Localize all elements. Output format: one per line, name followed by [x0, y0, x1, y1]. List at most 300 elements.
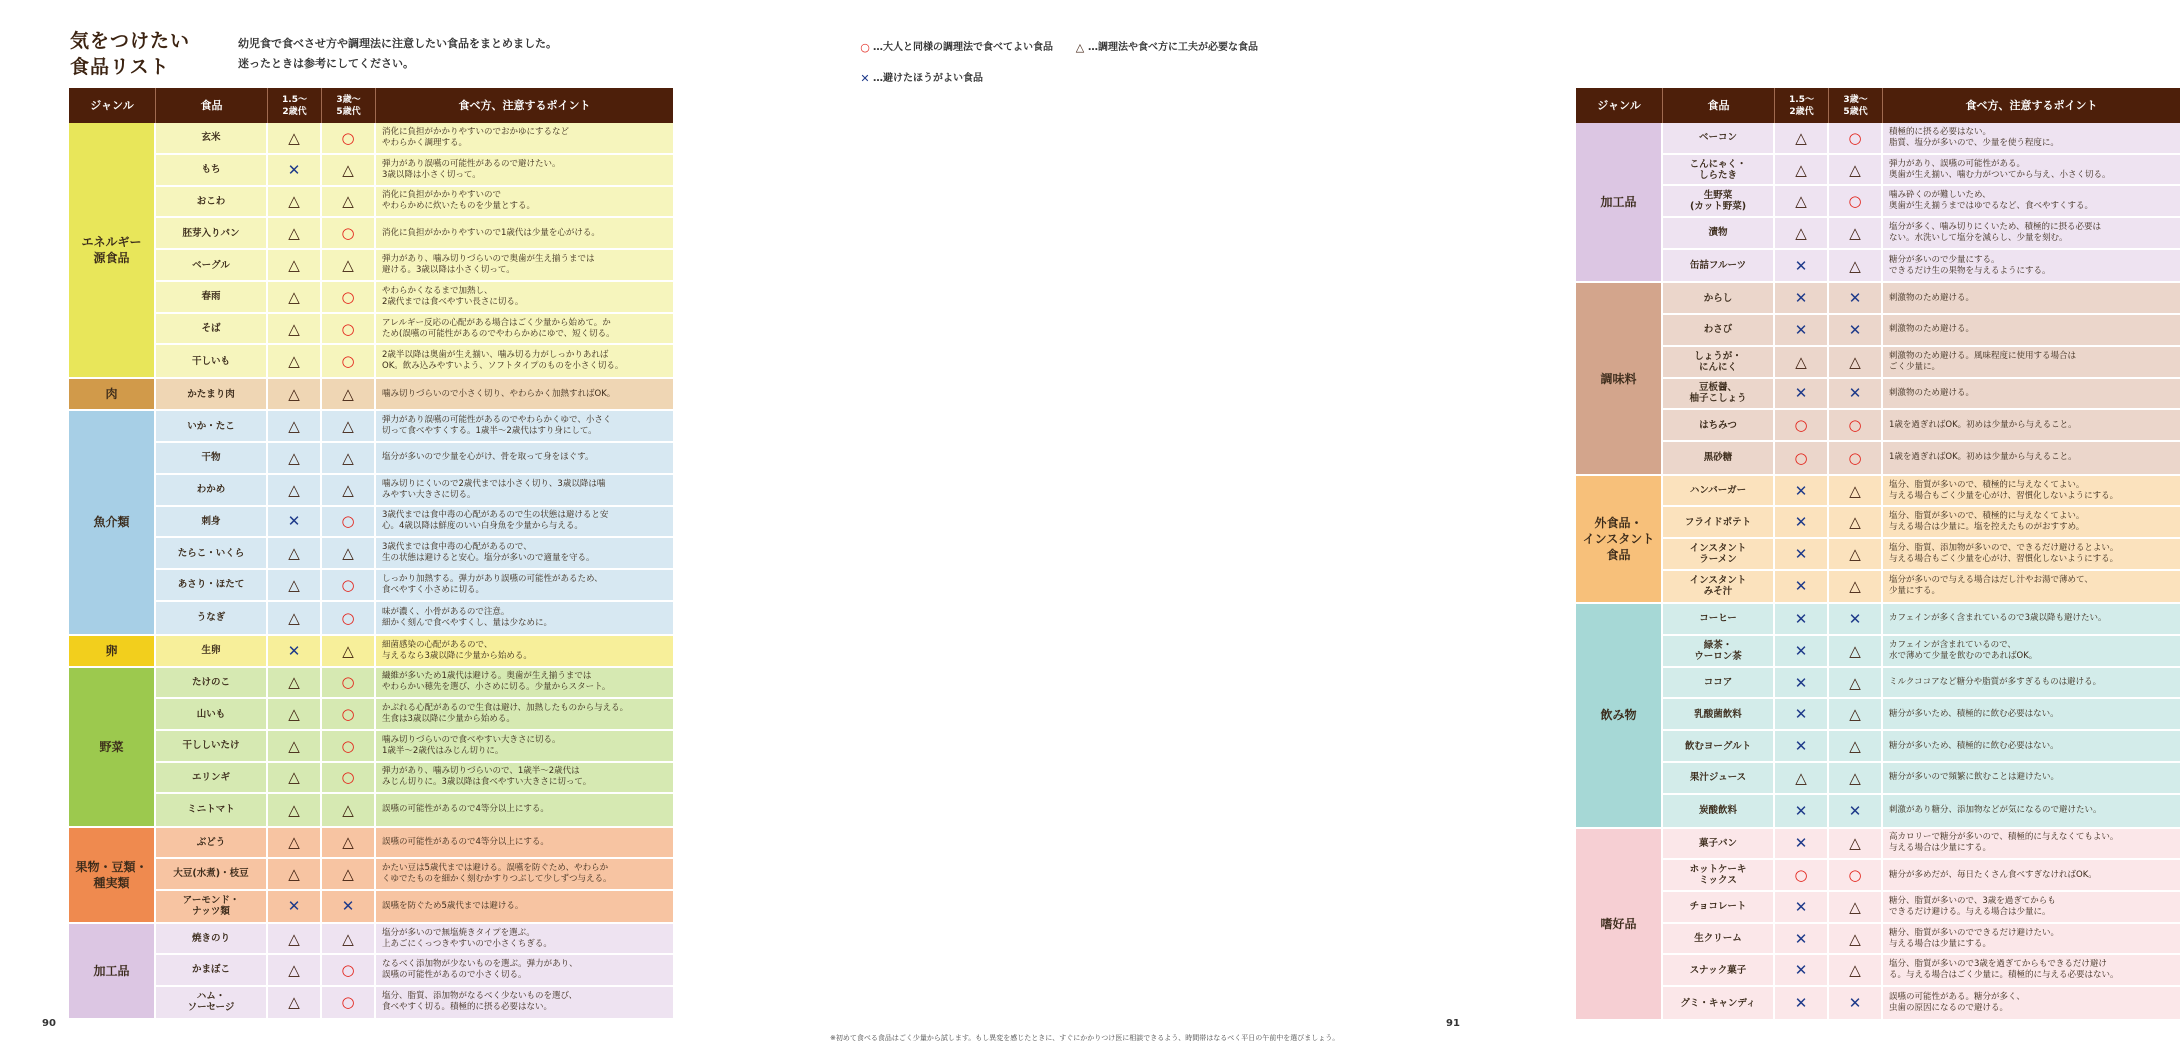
genre-rows — [1663, 283, 2180, 473]
footnote: ※初めて食べる食品はごく少量から試します。もし異変を感じたときに、すぐにかかりつけ医に相談できるよう、時間帯はなるべく平日の午前中を選びましょう。 — [830, 1034, 1340, 1042]
food-name: 漬物 — [1663, 218, 1775, 248]
note-text: 塩分が多いので与える場合はだし汁やお湯で薄めて、 少量にする。 — [1889, 575, 2093, 597]
genre-group — [69, 379, 673, 411]
table-row — [1663, 476, 2180, 508]
food-name: はちみつ — [1663, 410, 1775, 440]
cross-icon: ✕ — [1775, 604, 1829, 634]
page-subtitle: 幼児食で食べさせ方や調理法に注意したい食品をまとめました。 迷ったときは参考にしてください。 — [238, 37, 557, 70]
triangle-icon: △ — [322, 187, 376, 217]
food-name: 干しいも — [156, 345, 268, 377]
genre-label: 卵 — [69, 636, 156, 666]
header-age2: 3歳〜 5歳代 — [1829, 88, 1883, 123]
genre-group — [1576, 476, 2180, 604]
food-name: 菓子パン — [1663, 829, 1775, 859]
triangle-icon: △ — [268, 187, 322, 217]
triangle-icon: △ — [322, 250, 376, 280]
table-row — [156, 602, 673, 634]
table-row — [1663, 604, 2180, 636]
food-name: ココア — [1663, 668, 1775, 698]
genre-rows — [156, 924, 673, 1018]
genre-rows — [156, 379, 673, 409]
food-name: 生野菜 (カット野菜) — [1663, 186, 1775, 216]
triangle-icon: △ — [1775, 123, 1829, 153]
table-row — [1663, 636, 2180, 668]
note-text: 誤嚥の可能性があるので4等分以上にする。 — [382, 804, 549, 815]
header-food: 食品 — [156, 88, 268, 123]
header-age2: 3歳〜 5歳代 — [322, 88, 376, 123]
triangle-icon: △ — [1829, 924, 1883, 954]
circle-icon: ○ — [322, 699, 376, 729]
triangle-icon: △ — [268, 379, 322, 409]
note-text: かたい豆は5歳代までは避ける。誤嚥を防ぐため、やわらか くゆでたものを細かく刻むかすりつぶして少しずつ与える。 — [382, 862, 612, 884]
table-row — [1663, 924, 2180, 956]
table-row — [1663, 410, 2180, 442]
food-name: こんにゃく・ しらたき — [1663, 155, 1775, 185]
triangle-icon: △ — [322, 828, 376, 857]
circle-icon: ○ — [322, 123, 376, 153]
food-name: アーモンド・ ナッツ類 — [156, 891, 268, 922]
triangle-icon: △ — [268, 955, 322, 984]
table-row — [156, 924, 673, 955]
table-row — [156, 955, 673, 986]
note-text: 糖分、脂質が多いので、3歳を過ぎてからも できるだけ避ける。与える場合は少量に。 — [1889, 895, 2056, 917]
table-row — [1663, 507, 2180, 539]
food-name: 春雨 — [156, 282, 268, 312]
table-row — [156, 411, 673, 443]
legend-circle: ○ …大人と同様の調理法で食べてよい食品 — [858, 34, 1053, 62]
triangle-icon: △ — [322, 924, 376, 953]
triangle-icon: △ — [268, 731, 322, 761]
food-name: ベーグル — [156, 250, 268, 280]
triangle-icon: △ — [1829, 347, 1883, 377]
genre-rows — [156, 828, 673, 922]
note-text: 味が濃く、小骨があるので注意。 細かく刻んで食べやすくし、量は少なめに。 — [382, 606, 553, 628]
circle-icon: ○ — [322, 218, 376, 248]
table-row — [156, 507, 673, 539]
triangle-icon: △ — [268, 123, 322, 153]
note-text: 糖分、脂質が多いのでできるだけ避けたい。 与える場合は少量にする。 — [1889, 927, 2060, 949]
circle-icon: ○ — [1829, 410, 1883, 440]
food-name: フライドポテト — [1663, 507, 1775, 537]
table-row — [1663, 829, 2180, 861]
table-row — [1663, 186, 2180, 218]
table-row — [1663, 283, 2180, 315]
food-name: 大豆(水煮)・枝豆 — [156, 859, 268, 888]
cross-icon: ✕ — [268, 155, 322, 185]
food-name: 山いも — [156, 699, 268, 729]
cross-icon: ✕ — [268, 891, 322, 922]
circle-icon: ○ — [1775, 410, 1829, 440]
triangle-icon: △ — [268, 411, 322, 441]
note-text: 刺激物のため避ける。 — [1889, 324, 1975, 335]
genre-rows — [1663, 604, 2180, 827]
food-table-left — [69, 88, 673, 1020]
triangle-icon: △ — [322, 379, 376, 409]
triangle-icon: △ — [322, 859, 376, 888]
note-text: 塩分が多く、噛み切りにくいため、積極的に摂る必要は ない。水洗いして塩分を減らし、少量を刻む。 — [1889, 221, 2101, 243]
triangle-icon: △ — [1829, 636, 1883, 666]
table-row — [156, 668, 673, 700]
table-row — [1663, 218, 2180, 250]
food-table-right — [1576, 88, 2180, 1021]
food-name: たらこ・いくら — [156, 538, 268, 568]
cross-icon: ✕ — [1829, 795, 1883, 827]
table-row — [156, 763, 673, 795]
note-text: 塩分、脂質が多いので3歳を過ぎてからもできるだけ避け る。与える場合はごく少量に。積極的に与える必要はない。 — [1889, 959, 2119, 981]
genre-group — [69, 411, 673, 635]
table-row — [156, 314, 673, 346]
symbol-legend — [858, 34, 1258, 94]
triangle-icon: △ — [1829, 892, 1883, 922]
triangle-icon: △ — [268, 763, 322, 793]
triangle-icon: △ — [1829, 763, 1883, 793]
note-text: 刺激物のため避ける。 — [1889, 292, 1975, 303]
table-row — [1663, 795, 2180, 827]
genre-label: 加工品 — [69, 924, 156, 1018]
food-name: スナック菓子 — [1663, 955, 1775, 985]
note-text: ミルクココアなど糖分や脂質が多すぎるものは避ける。 — [1889, 677, 2102, 687]
note-text: 噛み切りづらいので小さく切り、やわらかく加熱すればOK。 — [382, 388, 616, 399]
note-text: 糖分が多いため、積極的に飲む必要はない。 — [1889, 708, 2059, 719]
cross-icon: ✕ — [322, 891, 376, 922]
genre-label: 果物・豆類・ 種実類 — [69, 828, 156, 922]
cross-icon: ✕ — [1829, 315, 1883, 345]
note-text: 2歳半以降は奥歯が生え揃い、噛み切る力がしっかりあれば OK。飲み込みやすいよう、ソフトタイプのものを小さく切る。 — [382, 350, 624, 372]
table-body — [1576, 123, 2180, 1021]
triangle-icon: △ — [1829, 668, 1883, 698]
genre-rows — [156, 636, 673, 666]
circle-icon: ○ — [322, 668, 376, 698]
triangle-icon: △ — [1075, 41, 1085, 54]
cross-icon: ✕ — [1775, 892, 1829, 922]
table-row — [1663, 731, 2180, 763]
note-text: 誤嚥の可能性があるので4等分以上にする。 — [382, 836, 549, 847]
cross-icon: ✕ — [1829, 604, 1883, 634]
triangle-icon: △ — [1829, 699, 1883, 729]
cross-icon: ✕ — [1775, 539, 1829, 569]
genre-rows — [156, 668, 673, 826]
table-row — [156, 794, 673, 826]
table-row — [1663, 763, 2180, 795]
food-name: いか・たこ — [156, 411, 268, 441]
note-text: 糖分が多めだが、毎日たくさん食べすぎなければOK。 — [1889, 869, 2097, 880]
triangle-icon: △ — [268, 699, 322, 729]
triangle-icon: △ — [268, 668, 322, 698]
food-name: 緑茶・ ウーロン茶 — [1663, 636, 1775, 666]
food-name: ハム・ ソーセージ — [156, 987, 268, 1018]
genre-group — [69, 668, 673, 828]
circle-icon: ○ — [1775, 442, 1829, 474]
triangle-icon: △ — [1829, 829, 1883, 859]
triangle-icon: △ — [268, 924, 322, 953]
table-row — [156, 859, 673, 890]
genre-label: 外食品・ インスタント 食品 — [1576, 476, 1663, 602]
cross-icon: ✕ — [1775, 571, 1829, 603]
note-text: 刺激物のため避ける。風味程度に使用する場合は ごく少量に。 — [1889, 350, 2077, 372]
note-text: 刺激があり糖分、添加物などが気になるので避けたい。 — [1889, 805, 2102, 816]
note-text: 弾力があり、噛み切りづらいので奥歯が生え揃うまでは 避ける。3歳以降は小さく切って。 — [382, 254, 595, 276]
note-text: 1歳を過ぎればOK。初めは少量から与えること。 — [1889, 452, 2077, 463]
table-row — [156, 570, 673, 602]
table-row — [1663, 442, 2180, 474]
note-text: カフェインが多く含まれているので3歳以降も避けたい。 — [1889, 613, 2107, 624]
food-name: しょうが・ にんにく — [1663, 347, 1775, 377]
food-name: 焼きのり — [156, 924, 268, 953]
food-name: うなぎ — [156, 602, 268, 634]
food-name: 胚芽入りパン — [156, 218, 268, 248]
table-row — [1663, 987, 2180, 1019]
table-row — [156, 282, 673, 314]
note-text: 弾力があり、誤嚥の可能性がある。 奥歯が生え揃い、噛む力がついてから与え、小さく切る。 — [1889, 158, 2111, 180]
note-text: 弾力があり誤嚥の可能性があるので避けたい。 3歳以降は小さく切って。 — [382, 158, 561, 180]
triangle-icon: △ — [268, 250, 322, 280]
triangle-icon: △ — [1775, 218, 1829, 248]
note-text: 誤嚥を防ぐため5歳代までは避ける。 — [382, 900, 524, 911]
triangle-icon: △ — [1829, 507, 1883, 537]
table-row — [156, 828, 673, 859]
food-name: もち — [156, 155, 268, 185]
genre-group — [69, 828, 673, 924]
note-text: 誤嚥の可能性がある。糖分が多く、 虫歯の原因になるので避ける。 — [1889, 992, 2025, 1014]
table-row — [156, 187, 673, 219]
food-name: 豆板醤、 柚子こしょう — [1663, 379, 1775, 409]
cross-icon: ✕ — [1829, 379, 1883, 409]
triangle-icon: △ — [268, 794, 322, 826]
food-name: ホットケーキ ミックス — [1663, 860, 1775, 890]
note-text: 3歳代までは食中毒の心配があるので生の状態は避けると安 心。4歳以降は鮮度のいい白身魚を少量から与える。 — [382, 510, 609, 532]
page-number: 91 — [1446, 1018, 1460, 1029]
triangle-icon: △ — [268, 987, 322, 1018]
note-text: かぶれる心配があるので生食は避け、加熱したものから与える。 生食は3歳以降に少量から始める。 — [382, 703, 629, 725]
note-text: 噛み砕くのが難しいため、 奥歯が生え揃うまではゆでるなど、食べやすくする。 — [1889, 190, 2094, 212]
food-name: かまぼこ — [156, 955, 268, 984]
food-name: グミ・キャンディ — [1663, 987, 1775, 1019]
table-row — [156, 538, 673, 570]
cross-icon: ✕ — [1775, 379, 1829, 409]
triangle-icon: △ — [268, 345, 322, 377]
cross-icon: ✕ — [1775, 476, 1829, 506]
table-row — [156, 475, 673, 507]
genre-group — [1576, 604, 2180, 829]
circle-icon: ○ — [860, 41, 870, 54]
circle-icon: ○ — [1829, 442, 1883, 474]
circle-icon: ○ — [322, 507, 376, 537]
triangle-icon: △ — [322, 411, 376, 441]
page-number: 90 — [42, 1018, 56, 1029]
table-row — [156, 987, 673, 1018]
cross-icon: ✕ — [1775, 250, 1829, 282]
cross-icon: ✕ — [1775, 668, 1829, 698]
note-text: 高カロリーで糖分が多いので、積極的に与えなくてもよい。 与える場合は少量にする。 — [1889, 832, 2119, 854]
circle-icon: ○ — [1829, 123, 1883, 153]
food-name: わかめ — [156, 475, 268, 505]
note-text: 塩分が多いので無塩焼きタイプを選ぶ。 上あごにくっつきやすいので小さくちぎる。 — [382, 927, 552, 949]
genre-label: 魚介類 — [69, 411, 156, 633]
food-name: 果汁ジュース — [1663, 763, 1775, 793]
table-row — [156, 891, 673, 922]
food-name: ハンバーガー — [1663, 476, 1775, 506]
table-header — [1576, 88, 2180, 123]
table-row — [156, 443, 673, 475]
genre-rows — [1663, 123, 2180, 281]
food-name: 干ししいたけ — [156, 731, 268, 761]
food-name: 缶詰フルーツ — [1663, 250, 1775, 282]
cross-icon: ✕ — [1775, 955, 1829, 985]
triangle-icon: △ — [268, 538, 322, 568]
header-point: 食べ方、注意するポイント — [458, 98, 591, 112]
right-page — [750, 0, 2119, 1061]
header-age1: 1.5〜 2歳代 — [1775, 88, 1829, 123]
cross-icon: ✕ — [268, 636, 322, 666]
note-text: 塩分、脂質が多いので、積極的に与えなくてよい。 与える場合は少量に。塩を控えたものがおすすめ。 — [1889, 511, 2085, 533]
triangle-icon: △ — [1775, 347, 1829, 377]
cross-icon: ✕ — [1775, 795, 1829, 827]
note-text: 塩分、脂質、添加物がなるべく少ないものを選び、 食べやすく切る。積極的に摂る必要はない。 — [382, 991, 578, 1013]
triangle-icon: △ — [1829, 955, 1883, 985]
triangle-icon: △ — [1829, 731, 1883, 761]
circle-icon: ○ — [1775, 860, 1829, 890]
header-age1: 1.5〜 2歳代 — [268, 88, 322, 123]
food-name: ミニトマト — [156, 794, 268, 826]
food-name: からし — [1663, 283, 1775, 313]
legend-triangle: △ …調理法や食べ方に工夫が必要な食品 — [1073, 34, 1258, 62]
cross-icon: ✕ — [1775, 636, 1829, 666]
food-name: 干物 — [156, 443, 268, 473]
food-name: わさび — [1663, 315, 1775, 345]
cross-icon: ✕ — [1775, 987, 1829, 1019]
left-page — [0, 0, 750, 1061]
food-name: たけのこ — [156, 668, 268, 698]
header-genre: ジャンル — [1576, 88, 1663, 123]
table-row — [1663, 347, 2180, 379]
cross-icon: ✕ — [1775, 699, 1829, 729]
table-row — [156, 123, 673, 155]
food-name: 生卵 — [156, 636, 268, 666]
table-row — [1663, 571, 2180, 603]
circle-icon: ○ — [322, 987, 376, 1018]
note-text: 3歳代までは食中毒の心配があるので、 生の状態は避けると安心。塩分が多いので適量を守る。 — [382, 542, 595, 564]
triangle-icon: △ — [322, 475, 376, 505]
table-row — [1663, 250, 2180, 282]
note-text: 噛み切りづらいので食べやすい大きさに切る。 1歳半〜2歳代はみじん切りに。 — [382, 734, 561, 756]
cross-icon: ✕ — [268, 507, 322, 537]
note-text: 細菌感染の心配があるので、 与えるなら3歳以降に少量から始める。 — [382, 639, 532, 661]
cross-icon: ✕ — [1829, 283, 1883, 313]
table-row — [1663, 315, 2180, 347]
table-row — [1663, 955, 2180, 987]
genre-label: 飲み物 — [1576, 604, 1663, 827]
genre-label: 嗜好品 — [1576, 829, 1663, 1019]
note-text: 消化に負担がかかりやすいので1歳代は少量を心がける。 — [382, 227, 600, 238]
circle-icon: ○ — [322, 314, 376, 344]
food-name: かたまり肉 — [156, 379, 268, 409]
triangle-icon: △ — [268, 443, 322, 473]
genre-rows — [1663, 476, 2180, 602]
triangle-icon: △ — [268, 314, 322, 344]
genre-group — [69, 636, 673, 668]
circle-icon: ○ — [322, 731, 376, 761]
note-text: カフェインが含まれているので、 水で薄めて少量を飲むのであればOK。 — [1889, 639, 2038, 661]
cross-icon: ✕ — [1775, 283, 1829, 313]
food-name: おこわ — [156, 187, 268, 217]
triangle-icon: △ — [322, 443, 376, 473]
food-name: 刺身 — [156, 507, 268, 537]
note-text: しっかり加熱する。弾力があり誤嚥の可能性があるため、 食べやすく小さめに切る。 — [382, 573, 603, 595]
cross-icon: ✕ — [860, 72, 870, 85]
triangle-icon: △ — [1775, 186, 1829, 216]
table-row — [156, 155, 673, 187]
cross-icon: ✕ — [1775, 507, 1829, 537]
table-header — [69, 88, 673, 123]
note-text: 塩分、脂質、添加物が多いので、できるだけ避けるとよい。 与える場合もごく少量を心がけ、習慣化しないようにする。 — [1889, 542, 2119, 564]
triangle-icon: △ — [1829, 250, 1883, 282]
genre-group — [1576, 123, 2180, 283]
triangle-icon: △ — [268, 282, 322, 312]
triangle-icon: △ — [1775, 763, 1829, 793]
food-name: あさり・ほたて — [156, 570, 268, 600]
cross-icon: ✕ — [1775, 924, 1829, 954]
food-name: 乳酸菌飲料 — [1663, 699, 1775, 729]
table-body — [69, 123, 673, 1020]
triangle-icon: △ — [1829, 476, 1883, 506]
note-text: なるべく添加物が少ないものを選ぶ。弾力があり、 誤嚥の可能性があるので小さく切る。 — [382, 958, 578, 980]
table-row — [1663, 668, 2180, 700]
food-name: そば — [156, 314, 268, 344]
triangle-icon: △ — [268, 218, 322, 248]
genre-label: 調味料 — [1576, 283, 1663, 473]
cross-icon: ✕ — [1775, 829, 1829, 859]
genre-label: 野菜 — [69, 668, 156, 826]
triangle-icon: △ — [1829, 571, 1883, 603]
table-row — [156, 218, 673, 250]
triangle-icon: △ — [1775, 155, 1829, 185]
triangle-icon: △ — [322, 794, 376, 826]
food-name: エリンギ — [156, 763, 268, 793]
header-genre: ジャンル — [69, 88, 156, 123]
food-name: インスタント みそ汁 — [1663, 571, 1775, 603]
triangle-icon: △ — [268, 475, 322, 505]
note-text: 繊維が多いため1歳代は避ける。奥歯が生え揃うまでは やわらかい穂先を選び、小さめに切る。少量からスタート。 — [382, 671, 611, 693]
table-row — [1663, 123, 2180, 155]
table-row — [156, 379, 673, 409]
food-name: 炭酸飲料 — [1663, 795, 1775, 827]
note-text: 噛み切りにくいので2歳代までは小さく切り、3歳以降は噛 みやすい大きさに切る。 — [382, 478, 606, 500]
food-name: 黒砂糖 — [1663, 442, 1775, 474]
triangle-icon: △ — [268, 570, 322, 600]
table-row — [1663, 539, 2180, 571]
table-row — [156, 636, 673, 666]
note-text: 消化に負担がかかりやすいので やわらかめに炊いたものを少量とする。 — [382, 190, 536, 212]
triangle-icon: △ — [268, 859, 322, 888]
table-row — [1663, 379, 2180, 411]
note-text: 消化に負担がかかりやすいのでおかゆにするなど やわらかく調理する。 — [382, 126, 570, 148]
triangle-icon: △ — [268, 828, 322, 857]
circle-icon: ○ — [1829, 186, 1883, 216]
triangle-icon: △ — [322, 636, 376, 666]
circle-icon: ○ — [322, 602, 376, 634]
note-text: 弾力があり誤嚥の可能性があるのでやわらかくゆで、小さく 切って食べやすくする。1歳半〜2歳代はすり身にして。 — [382, 415, 612, 437]
table-row — [1663, 155, 2180, 187]
genre-rows — [156, 411, 673, 633]
table-row — [1663, 860, 2180, 892]
legend-cross: ✕ …避けたほうがよい食品 — [858, 64, 983, 94]
circle-icon: ○ — [322, 763, 376, 793]
note-text: やわらかくなるまで加熱し、 2歳代までは食べやすい長さに切る。 — [382, 285, 524, 307]
triangle-icon: △ — [322, 155, 376, 185]
note-text: 弾力があり、噛み切りづらいので、1歳半〜2歳代は みじん切りに。3歳以降は食べやすい大きさに切って。 — [382, 766, 592, 788]
cross-icon: ✕ — [1829, 987, 1883, 1019]
genre-label: 肉 — [69, 379, 156, 409]
